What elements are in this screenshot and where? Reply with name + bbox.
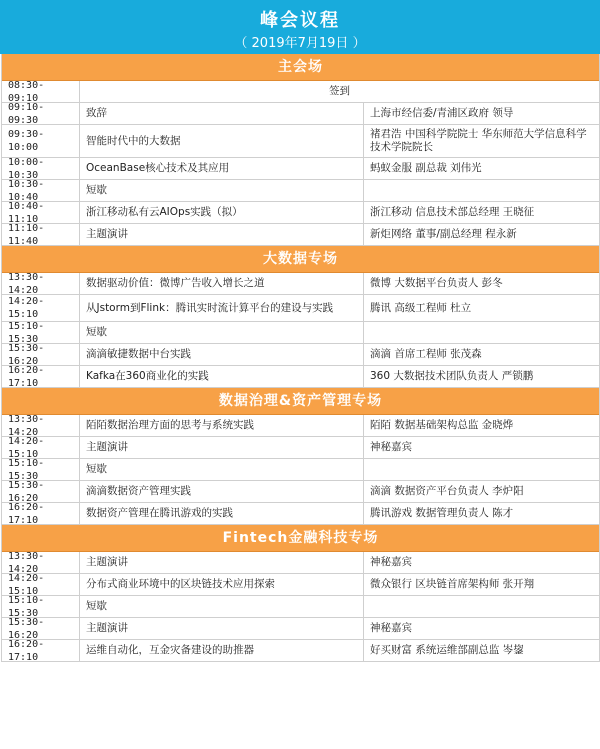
session-speaker: 陌陌 数据基础架构总监 金晓烨	[370, 419, 514, 431]
session-time: 11:10-11:40	[2, 224, 80, 245]
session-topic: 主题演讲	[80, 552, 364, 573]
session-time: 15:30-16:20	[2, 344, 80, 365]
session-time: 15:30-16:20	[2, 481, 80, 502]
section-header: 数据治理&资产管理专场	[2, 388, 599, 415]
agenda-row	[2, 640, 599, 662]
agenda-row	[2, 459, 599, 481]
session-topic: 陌陌数据治理方面的思考与系统实践	[80, 415, 364, 436]
session-topic: 浙江移动私有云AIOps实践（拟）	[80, 202, 364, 223]
session-speaker: 上海市经信委/青浦区政府 领导	[370, 107, 514, 119]
session-speaker: 腾讯 高级工程师 杜立	[370, 301, 472, 314]
session-topic: 短歇	[80, 459, 364, 480]
session-speaker: 浙江移动 信息技术部总经理 王晓征	[370, 206, 535, 218]
session-topic: 致辞	[80, 103, 364, 124]
agenda-row	[2, 552, 599, 574]
session-speaker: 好买财富 系统运维部副总监 岑鋆	[370, 644, 524, 656]
session-speaker: 蚂蚁金服 副总裁 刘伟光	[370, 162, 482, 174]
agenda-row	[2, 503, 599, 525]
session-topic: Kafka在360商业化的实践	[80, 366, 364, 387]
session-speaker	[364, 459, 599, 480]
agenda-title: 峰会议程	[260, 10, 340, 31]
agenda-row	[2, 437, 599, 459]
session-topic: 短歇	[80, 596, 364, 617]
session-topic: 主题演讲	[80, 437, 364, 458]
agenda-row	[2, 481, 599, 503]
agenda-header	[0, 0, 600, 54]
session-time: 13:30-14:20	[2, 415, 80, 436]
agenda-row	[2, 81, 599, 103]
agenda-row	[2, 103, 599, 125]
session-speaker: 滴滴 数据资产平台负责人 李炉阳	[370, 485, 524, 497]
session-speaker: 褚君浩 中国科学院院士 华东师范大学信息科学技术学院院长	[370, 128, 587, 153]
session-topic: 签到	[329, 85, 350, 97]
session-topic: 滴滴敏捷数据中台实践	[80, 344, 364, 365]
session-time: 10:30-10:40	[2, 180, 80, 201]
agenda-row	[2, 273, 599, 295]
session-time: 10:40-11:10	[2, 202, 80, 223]
section-header: 主会场	[2, 54, 599, 81]
session-topic: 短歇	[80, 180, 364, 201]
session-time: 09:30-10:00	[2, 125, 80, 157]
session-speaker: 腾讯游戏 数据管理负责人 陈才	[370, 507, 514, 519]
session-speaker: 神秘嘉宾	[370, 622, 412, 634]
session-topic: 主题演讲	[80, 224, 364, 245]
agenda-row	[2, 202, 599, 224]
session-speaker: 360 大数据技术团队负责人 严锁鹏	[370, 370, 534, 382]
session-time: 15:10-15:30	[2, 459, 80, 480]
agenda-row	[2, 180, 599, 202]
agenda-row	[2, 322, 599, 344]
session-speaker	[364, 596, 599, 617]
session-topic: 主题演讲	[80, 618, 364, 639]
agenda-row	[2, 596, 599, 618]
agenda-row	[2, 344, 599, 366]
session-time: 15:30-16:20	[2, 618, 80, 639]
session-speaker	[364, 322, 599, 343]
session-speaker	[364, 180, 599, 201]
session-time: 09:10-09:30	[2, 103, 80, 124]
session-time: 13:30-14:20	[2, 552, 80, 573]
section-header: 大数据专场	[2, 246, 599, 273]
agenda-table	[1, 54, 600, 662]
session-topic: 数据驱动价值：微博广告收入增长之道	[80, 273, 364, 294]
session-topic: 分布式商业环境中的区块链技术应用探索	[80, 574, 364, 595]
session-time: 14:20-15:10	[2, 437, 80, 458]
session-speaker: 新炬网络 董事/副总经理 程永新	[370, 228, 517, 240]
session-topic: OceanBase核心技术及其应用	[80, 158, 364, 179]
agenda-row	[2, 618, 599, 640]
session-topic: 数据资产管理在腾讯游戏的实践	[80, 503, 364, 524]
session-speaker: 微众银行 区块链首席架构师 张开翔	[370, 578, 535, 590]
session-speaker: 微博 大数据平台负责人 彭冬	[370, 277, 503, 289]
agenda-date: （ 2019年7月19日 ）	[234, 36, 366, 51]
section-header: Fintech金融科技专场	[2, 525, 599, 552]
session-topic: 从Jstorm到Flink：腾讯实时流计算平台的建设与实践	[80, 295, 364, 321]
session-time: 08:30-09:10	[2, 81, 80, 102]
session-time: 15:10-15:30	[2, 596, 80, 617]
session-topic: 运维自动化，互金灾备建设的助推器	[80, 640, 364, 661]
session-time: 14:20-15:10	[2, 295, 80, 321]
agenda-row	[2, 574, 599, 596]
session-time: 14:20-15:10	[2, 574, 80, 595]
agenda-row	[2, 224, 599, 246]
session-speaker: 神秘嘉宾	[370, 441, 412, 453]
agenda-row	[2, 295, 599, 322]
session-topic: 短歇	[80, 322, 364, 343]
agenda-row	[2, 415, 599, 437]
session-topic: 智能时代中的大数据	[80, 125, 364, 157]
session-speaker: 滴滴 首席工程师 张茂森	[370, 348, 482, 360]
agenda-row	[2, 125, 599, 158]
agenda-row	[2, 158, 599, 180]
agenda-row	[2, 366, 599, 388]
session-speaker: 神秘嘉宾	[370, 556, 412, 568]
session-time: 10:00-10:30	[2, 158, 80, 179]
session-time: 16:20-17:10	[2, 640, 80, 661]
session-time: 16:20-17:10	[2, 503, 80, 524]
session-time: 13:30-14:20	[2, 273, 80, 294]
session-time: 16:20-17:10	[2, 366, 80, 387]
session-topic: 滴滴数据资产管理实践	[80, 481, 364, 502]
session-time: 15:10-15:30	[2, 322, 80, 343]
